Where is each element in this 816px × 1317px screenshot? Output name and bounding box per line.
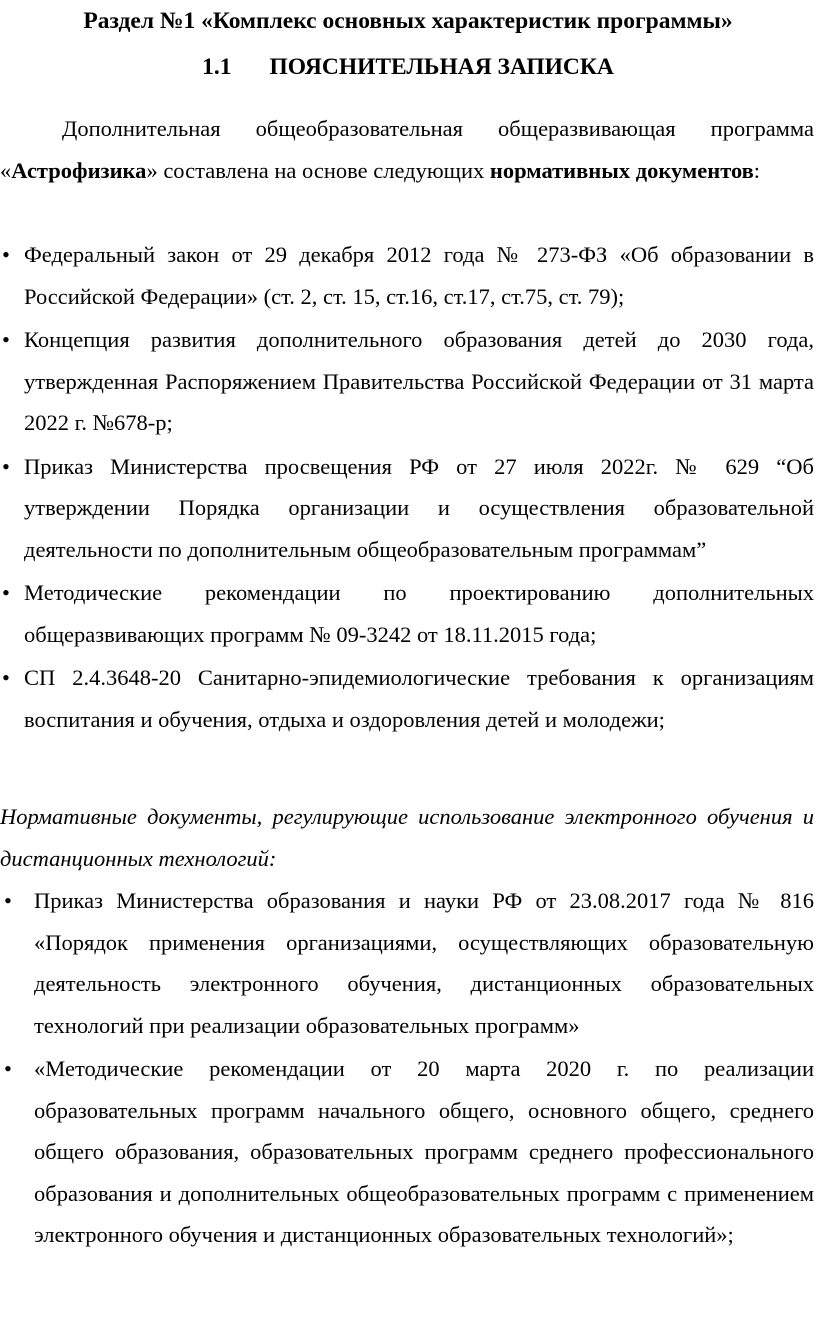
normative-list xyxy=(0,234,816,742)
list-item xyxy=(0,657,816,740)
list-item xyxy=(0,572,816,655)
list-item-text: Федеральный закон от 29 декабря 2012 года № 273-ФЗ «Об образовании в Российской Федерации» (ст. 2, ст. 15, ст.16, ст.17, ст.75, ст. 79); xyxy=(24,242,814,309)
list-item-text: СП 2.4.3648-20 Санитарно-эпидемиологические требования к организациям воспитания и обучения, отдыха и оздоровления детей и молодежи; xyxy=(24,665,814,732)
list-item-text: «Методические рекомендации от 20 марта 2020 г. по реализации образовательных программ начального общего, основного общего, среднего общего образования, образовательных программ среднего профессионального образования и дополнительных общеобразовательных программ с применением электронного обучения и дистанционных образовательных технологий»; xyxy=(34,1056,814,1247)
list-item-text: Концепция развития дополнительного образования детей до 2030 года, утвержденная Распоряжением Правительства Российской Федерации от 31 марта 2022 г. №678-р; xyxy=(24,327,814,435)
bullet: • xyxy=(2,580,10,605)
elearning-heading: Нормативные документы, регулирующие использование электронного обучения и дистанционных технологий: xyxy=(0,804,814,871)
subheading-text: ПОЯСНИТЕЛЬНАЯ ЗАПИСКА xyxy=(269,54,614,80)
normative-docs-phrase: нормативных документов xyxy=(489,157,754,183)
list-item xyxy=(0,880,816,1046)
intro-text-part3: : xyxy=(753,157,761,183)
list-item-text: Методические рекомендации по проектированию дополнительных общеразвивающих программ № 09-3242 от 18.11.2015 года; xyxy=(24,580,814,647)
section-title: Раздел №1 «Комплекс основных характеристик программы» xyxy=(83,8,733,34)
subheading-number: 1.1 xyxy=(202,54,232,80)
intro-paragraph xyxy=(0,108,814,191)
bullet: • xyxy=(4,1056,12,1081)
subheading xyxy=(0,52,816,82)
intro-text-part1: Дополнительная общеобразовательная общеразвивающая программа « xyxy=(0,116,814,183)
bullet: • xyxy=(2,665,10,690)
bullet: • xyxy=(2,327,10,352)
intro-text-part2: » составлена на основе следующих xyxy=(146,157,490,183)
bullet: • xyxy=(4,888,12,913)
list-item xyxy=(0,319,816,444)
list-item xyxy=(0,1048,816,1256)
list-item-text: Приказ Министерства просвещения РФ от 27 июля 2022г. № 629 “Об утверждении Порядка организации и осуществления образовательной деятельности по дополнительным общеобразовательным программам” xyxy=(24,453,814,562)
list-item xyxy=(0,234,816,317)
list-item-text: Приказ Министерства образования и науки РФ от 23.08.2017 года № 816 «Порядок применения организациями, осуществляющих образовательную деятельность электронного обучения, дистанционных образовательных технологий при реализации образовательных программ» xyxy=(34,888,814,1038)
list-item xyxy=(0,446,816,571)
bullet: • xyxy=(2,453,10,479)
bullet: • xyxy=(2,242,10,267)
elearning-list xyxy=(0,880,816,1258)
program-name: Астрофизика xyxy=(11,157,147,183)
